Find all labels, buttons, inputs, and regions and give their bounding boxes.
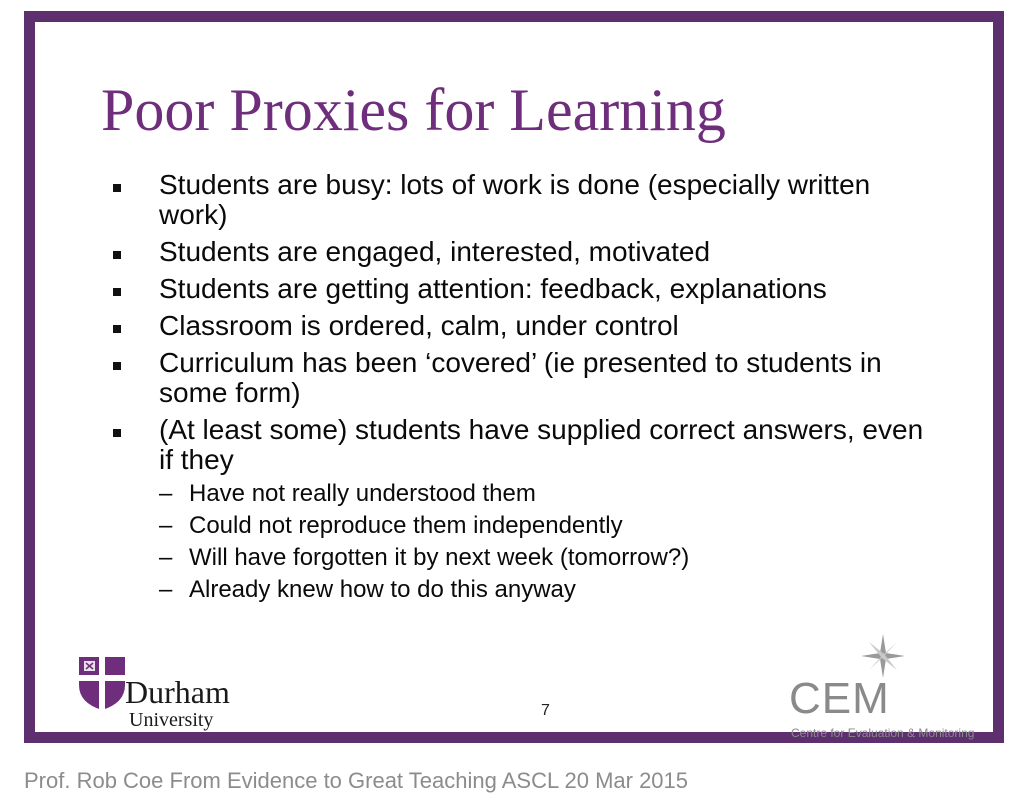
square-bullet-icon xyxy=(113,362,121,370)
page-number: 7 xyxy=(541,702,550,719)
bullet-list xyxy=(105,170,925,613)
bullet-item xyxy=(105,237,925,267)
compass-star-icon xyxy=(859,632,907,680)
durham-university-logo xyxy=(77,655,277,735)
sub-bullet-text: Have not really understood them xyxy=(189,480,536,507)
cem-logo-name: CEM xyxy=(789,674,890,723)
dash-marker: – xyxy=(159,512,173,539)
bullet-text: Curriculum has been ‘covered’ (ie presented to students in some form) xyxy=(159,347,882,408)
dash-marker: – xyxy=(159,544,173,571)
cem-logo-subtitle: Centre for Evaluation & Monitoring xyxy=(791,726,975,740)
durham-logo-name: Durham xyxy=(125,674,230,710)
square-bullet-icon xyxy=(113,325,121,333)
sub-bullet-item xyxy=(159,478,925,510)
bullet-item xyxy=(105,415,925,606)
bullet-item xyxy=(105,348,925,408)
square-bullet-icon xyxy=(113,251,121,259)
caption: Prof. Rob Coe From Evidence to Great Teaching ASCL 20 Mar 2015 xyxy=(24,768,689,793)
bullet-text: (At least some) students have supplied correct answers, even if they xyxy=(159,414,924,475)
slide-title: Poor Proxies for Learning xyxy=(101,77,726,143)
sub-bullet-list xyxy=(159,478,925,606)
durham-shield-icon xyxy=(77,655,127,711)
bullet-text: Classroom is ordered, calm, under control xyxy=(159,310,679,341)
cem-logo xyxy=(789,632,979,740)
bullet-item xyxy=(105,274,925,304)
slide xyxy=(24,11,1004,743)
sub-bullet-text: Will have forgotten it by next week (tomorrow?) xyxy=(189,544,690,571)
durham-logo-subtitle: University xyxy=(129,709,214,731)
dash-marker: – xyxy=(159,480,173,507)
dash-marker: – xyxy=(159,576,173,603)
sub-bullet-item xyxy=(159,510,925,542)
bullet-text: Students are engaged, interested, motivated xyxy=(159,236,711,267)
sub-bullet-item xyxy=(159,574,925,606)
bullet-text: Students are getting attention: feedback, explanations xyxy=(159,273,827,304)
square-bullet-icon xyxy=(113,429,121,437)
square-bullet-icon xyxy=(113,288,121,296)
sub-bullet-text: Already knew how to do this anyway xyxy=(189,576,576,603)
bullet-item xyxy=(105,170,925,230)
sub-bullet-item xyxy=(159,542,925,574)
bullet-item xyxy=(105,311,925,341)
square-bullet-icon xyxy=(113,184,121,192)
sub-bullet-text: Could not reproduce them independently xyxy=(189,512,623,539)
bullet-text: Students are busy: lots of work is done (especially written work) xyxy=(159,169,871,230)
